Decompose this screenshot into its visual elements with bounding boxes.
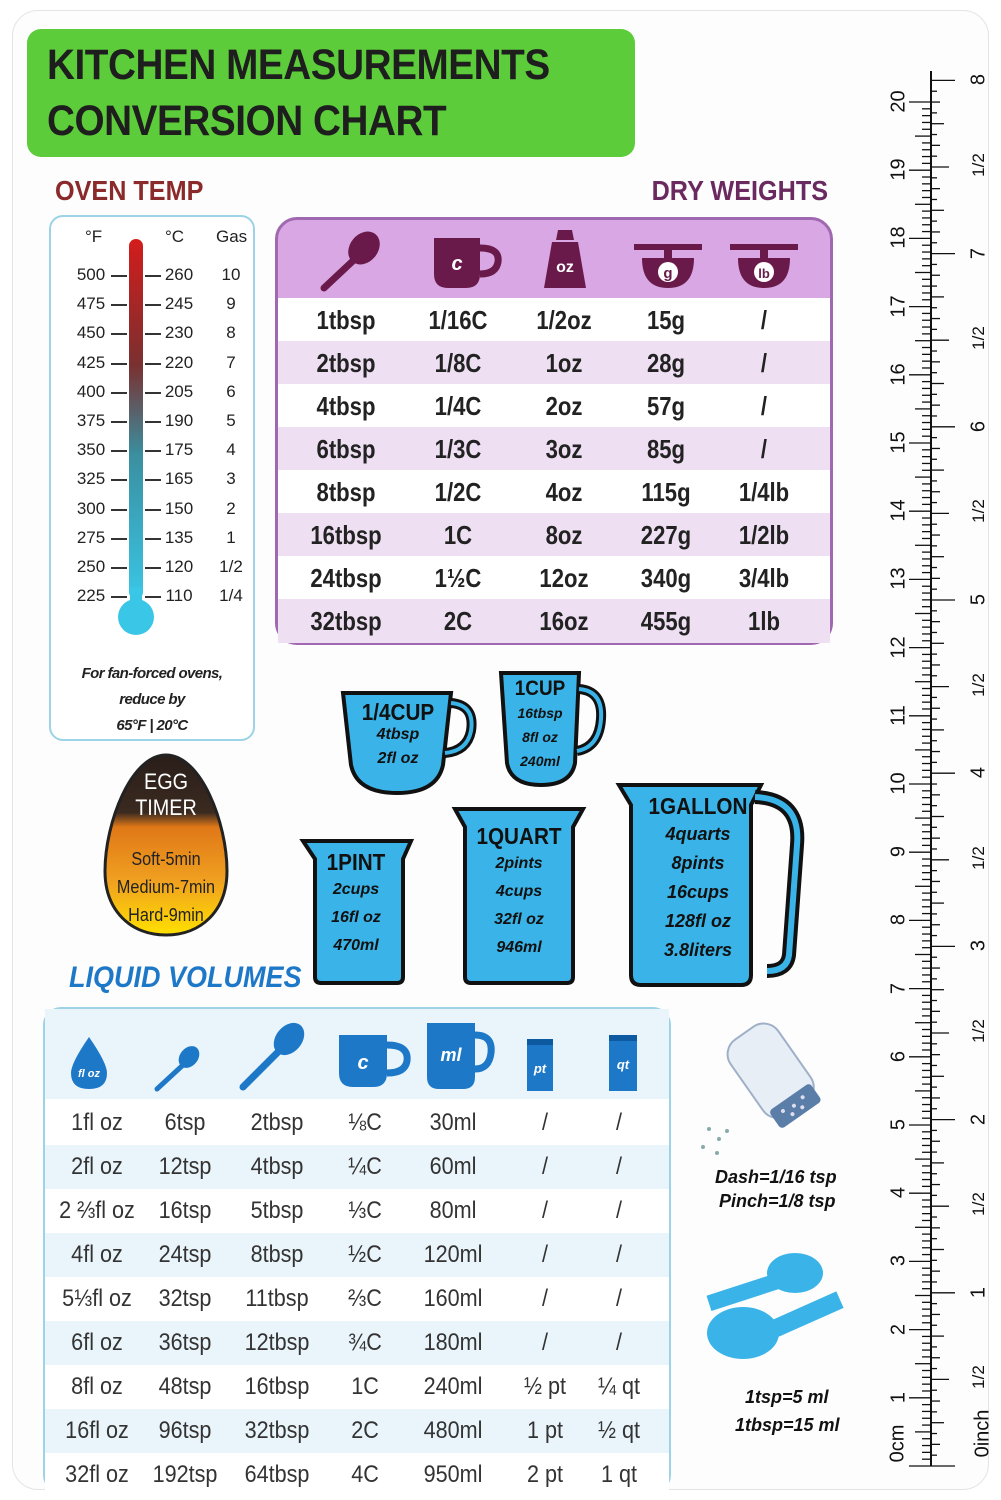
- fahrenheit-header: °F: [85, 227, 103, 246]
- celsius-value: 135: [164, 527, 194, 547]
- liquid-cell: 2 ⅔fl oz: [59, 1197, 135, 1224]
- oven-temp-heading: OVEN TEMP: [55, 175, 204, 206]
- ruler-cm-label: 17: [887, 294, 910, 318]
- thermo-tick-left: [111, 363, 127, 365]
- ruler-cm-label: 10: [887, 772, 910, 795]
- gallon-line-2: 8pints: [671, 853, 725, 873]
- gas-value: 3: [226, 469, 236, 489]
- liquid-cell: 48tsp: [158, 1373, 212, 1400]
- pint-cup-title: 1PINT: [326, 849, 386, 875]
- liquid-cell: 8tbsp: [250, 1241, 304, 1268]
- liquid-cell: /: [615, 1197, 622, 1224]
- ruler-inch-label: 4: [967, 767, 990, 779]
- dry-cell: 1/2lb: [738, 520, 790, 550]
- dry-cell: 16tbsp: [310, 520, 382, 550]
- milliliter-mug-icon: [423, 1019, 495, 1093]
- fahrenheit-value: 350: [76, 440, 106, 460]
- gas-value: 7: [226, 352, 236, 372]
- dry-cell: 1lb: [748, 606, 780, 636]
- thermo-tick-left: [111, 596, 127, 598]
- dry-cell: 1/4C: [434, 391, 482, 421]
- measuring-spoons-icon: [703, 1243, 843, 1373]
- gallon-line-5: 3.8liters: [663, 940, 733, 960]
- dry-cell: 1½C: [434, 563, 482, 593]
- liquid-row: [45, 1277, 669, 1321]
- title-line-2: CONVERSION CHART: [47, 97, 447, 145]
- fan-forced-note: [57, 661, 247, 739]
- liquid-row: [45, 1233, 669, 1277]
- thermo-tick-left: [111, 392, 127, 394]
- ruler-cm-label: 13: [887, 567, 910, 591]
- liquid-cell: 16tbsp: [244, 1373, 310, 1400]
- quarter-cup-line-2: 2fl oz: [377, 750, 419, 767]
- ruler-inch-label: 1/2: [969, 1192, 988, 1217]
- dry-cell: 15g: [646, 305, 686, 335]
- liquid-cell: ½ qt: [597, 1417, 641, 1444]
- thermo-tick-left: [111, 479, 127, 481]
- liquid-cell: 4C: [351, 1461, 379, 1488]
- quart-cup-title: 1QUART: [476, 823, 562, 849]
- egg-timer-title: [108, 769, 225, 821]
- fahrenheit-value: 375: [76, 411, 106, 430]
- gallon-line-4: 128fl oz: [664, 911, 732, 931]
- liquid-cell: 30ml: [429, 1109, 477, 1136]
- gas-value: 1: [226, 527, 236, 547]
- ruler-cm-label: 11: [887, 704, 910, 726]
- dry-row: [278, 427, 830, 471]
- liquid-row: [45, 1145, 669, 1189]
- liquid-cell: 950ml: [423, 1461, 483, 1488]
- liquid-cell: 2 pt: [526, 1461, 564, 1488]
- fahrenheit-value: 475: [76, 294, 106, 314]
- liquid-cell: 120ml: [423, 1241, 483, 1268]
- ruler-inch-label: 2: [967, 1113, 990, 1125]
- liquid-cell: ½ pt: [523, 1373, 567, 1400]
- quart-cup-line-4: 946ml: [496, 939, 542, 956]
- ruler-cm-label: 15: [887, 431, 910, 454]
- ruler-cm-label: 0cm: [886, 1424, 909, 1463]
- gas-value: 4: [226, 440, 236, 460]
- dry-weights-heading: DRY WEIGHTS: [651, 175, 828, 206]
- dry-cell: 2tbsp: [316, 348, 376, 378]
- liquid-cell: /: [615, 1285, 622, 1312]
- thermo-tick-left: [111, 450, 127, 452]
- dry-cell: 1/8C: [434, 348, 482, 378]
- dry-cell: 2oz: [545, 391, 583, 421]
- liquid-cell: 180ml: [423, 1329, 483, 1356]
- ruler-inch-label: 7: [967, 247, 990, 259]
- dash-note: Dash=1/16 tsp: [715, 1167, 837, 1187]
- celsius-value: 150: [164, 498, 194, 518]
- one-cup-label: [499, 677, 581, 773]
- ruler-cm-label: 5: [887, 1118, 910, 1131]
- tablespoon-icon: [316, 230, 386, 292]
- liquid-cell: 6tsp: [164, 1109, 206, 1136]
- dry-cell: 16oz: [539, 606, 589, 636]
- quarter-cup-label: [343, 699, 453, 768]
- ruler-inch-label: 1/2: [969, 845, 988, 870]
- fahrenheit-value: 225: [76, 586, 106, 606]
- tablespoon-icon: [235, 1019, 309, 1093]
- dry-cell: 1/3C: [434, 434, 482, 464]
- celsius-value: 175: [164, 440, 194, 460]
- teaspoon-note: 1tsp=5 ml: [745, 1387, 829, 1407]
- ruler-cm-label: 8: [887, 914, 910, 926]
- dry-cell: 3/4lb: [738, 563, 790, 593]
- salt-shaker-icon: [689, 1007, 833, 1167]
- dry-cell: /: [760, 434, 768, 464]
- liquid-cell: 16tsp: [158, 1197, 212, 1224]
- gallon-line-3: 16cups: [666, 882, 730, 902]
- gallon-jug-label: [633, 793, 763, 965]
- pint-carton-icon: [525, 1037, 555, 1093]
- ruler-cm-label: 4: [887, 1187, 910, 1199]
- liquid-cell: /: [615, 1241, 622, 1268]
- celsius-value: 110: [165, 586, 193, 606]
- gallon-title: 1GALLON: [648, 793, 748, 819]
- one-cup-line-1: 16tbsp: [517, 705, 563, 721]
- ruler-cm-label: 6: [887, 1050, 910, 1062]
- fan-note-line-1: For fan-forced ovens,: [81, 665, 223, 682]
- quart-cup-line-1: 2pints: [495, 855, 543, 872]
- celsius-value: 245: [164, 294, 194, 314]
- celsius-value: 190: [164, 411, 194, 430]
- pinch-note: Pinch=1/8 tsp: [719, 1191, 836, 1211]
- dry-row: [278, 513, 830, 557]
- ruler-inch-label: 3: [967, 940, 990, 952]
- fahrenheit-value: 300: [76, 498, 106, 518]
- liquid-row: [45, 1189, 669, 1233]
- thermo-tick-left: [111, 275, 127, 277]
- dry-cell: 455g: [640, 606, 692, 636]
- fl-oz-icon-label: fl oz: [78, 1068, 100, 1080]
- liquid-cell: 6fl oz: [71, 1329, 123, 1356]
- liquid-cell: 11tbsp: [245, 1285, 309, 1312]
- liquid-cell: 16fl oz: [65, 1417, 129, 1444]
- dry-cell: 57g: [646, 391, 686, 421]
- gas-value: 6: [226, 381, 236, 401]
- egg-timer-title-1: EGG: [143, 769, 189, 794]
- liquid-cup-icon-label: c: [357, 1052, 369, 1074]
- ruler-cm-label: 9: [887, 846, 910, 858]
- celsius-value: 205: [164, 381, 194, 401]
- liquid-cell: 32fl oz: [65, 1461, 129, 1488]
- dry-weights-table: [275, 217, 833, 645]
- quart-cup-line-2: 4cups: [495, 883, 543, 900]
- dry-row: [278, 298, 830, 342]
- dry-cell: 85g: [646, 434, 686, 464]
- quart-carton-icon: [607, 1033, 639, 1093]
- liquid-cell: 32tbsp: [244, 1417, 310, 1444]
- ruler-cm-label: 19: [887, 158, 910, 181]
- liquid-cell: ¾C: [348, 1329, 382, 1356]
- dry-cell: /: [760, 305, 768, 335]
- liquid-cell: /: [615, 1109, 622, 1136]
- liquid-cell: 160ml: [423, 1285, 483, 1312]
- dry-cell: 6tbsp: [316, 434, 376, 464]
- liquid-cell: 1 pt: [526, 1417, 564, 1444]
- ruler-inch-label: 1/2: [969, 153, 988, 177]
- gas-value: 1/2: [219, 557, 243, 576]
- thermo-tick-left: [111, 567, 127, 569]
- liquid-cell: ¼ qt: [597, 1373, 641, 1400]
- liquid-cell: 192tsp: [152, 1461, 218, 1488]
- ml-icon-label: ml: [440, 1045, 462, 1065]
- liquid-cell: 5⅓fl oz: [62, 1285, 132, 1312]
- celsius-value: 230: [164, 323, 194, 343]
- gallon-line-1: 4quarts: [665, 824, 731, 844]
- liquid-cell: 96tsp: [158, 1417, 212, 1444]
- liquid-volumes-heading: LIQUID VOLUMES: [69, 961, 302, 994]
- liquid-cell: /: [541, 1153, 548, 1180]
- gram-scale-icon: [632, 242, 704, 292]
- liquid-cell: /: [541, 1241, 548, 1268]
- liquid-cell: 2tbsp: [250, 1109, 304, 1136]
- fahrenheit-value: 500: [76, 265, 106, 284]
- fan-note-line-3: 65°F | 20°C: [116, 717, 188, 734]
- liquid-cell: 1C: [351, 1373, 379, 1400]
- gas-value: 5: [226, 411, 236, 430]
- egg-medium: Medium-7min: [116, 877, 216, 897]
- ruler-cm-label: 7: [887, 982, 910, 994]
- liquid-cell: 60ml: [429, 1153, 477, 1180]
- liquid-cell: 1fl oz: [71, 1109, 123, 1136]
- quarter-cup-title: 1/4CUP: [361, 699, 435, 725]
- ruler-inch-label: 1/2: [969, 672, 988, 697]
- dry-cell: 1oz: [545, 348, 583, 378]
- dry-cell: 1tbsp: [316, 305, 376, 335]
- liquid-cell: ⅓C: [348, 1197, 382, 1224]
- liquid-cell: /: [615, 1153, 622, 1180]
- dry-row: [278, 470, 830, 514]
- fahrenheit-value: 400: [76, 381, 106, 401]
- dry-row: [278, 341, 830, 385]
- dry-cell: 3oz: [545, 434, 583, 464]
- gas-value: 2: [226, 498, 236, 518]
- liquid-cell: 480ml: [423, 1417, 483, 1444]
- dry-cell: 8tbsp: [316, 477, 376, 507]
- liquid-cell: 80ml: [429, 1197, 477, 1224]
- dry-cell: 1/4lb: [738, 477, 790, 507]
- dry-cell: 1C: [443, 520, 473, 550]
- dry-icon-row: [278, 220, 830, 298]
- thermo-tick-left: [111, 538, 127, 540]
- celsius-value: 120: [164, 557, 194, 576]
- g-icon-label: g: [663, 265, 673, 282]
- dry-cell: 1/2C: [434, 477, 482, 507]
- tablespoon-note: 1tbsp=15 ml: [735, 1415, 840, 1435]
- dry-cell: 12oz: [539, 563, 589, 593]
- liquid-cell: /: [541, 1329, 548, 1356]
- ruler-inch-label: 1: [967, 1286, 990, 1298]
- thermo-tick-left: [111, 333, 127, 335]
- liquid-volumes-table: [43, 1007, 671, 1493]
- liquid-cell: 12tbsp: [244, 1329, 310, 1356]
- dry-cell: 32tbsp: [310, 606, 382, 636]
- ruler-inch-label: 1/2: [969, 326, 988, 351]
- liquid-cell: ⅛C: [348, 1109, 382, 1136]
- dry-cell: 28g: [646, 348, 686, 378]
- dry-cell: 115g: [641, 477, 691, 507]
- ruler-cm-label: 12: [887, 635, 910, 659]
- gas-value: 8: [226, 323, 236, 343]
- cup-icon-label: c: [451, 253, 463, 275]
- pint-cup-line-1: 2cups: [332, 881, 380, 898]
- ruler-cm-label: 14: [887, 499, 910, 522]
- ruler-inch-label: 1/2: [969, 499, 988, 524]
- ruler-inch-label: 8: [967, 74, 990, 86]
- oz-icon-label: oz: [556, 259, 574, 276]
- one-cup-line-3: 240ml: [520, 753, 560, 769]
- gas-value: 10: [221, 265, 241, 284]
- liquid-cell: 24tsp: [158, 1241, 212, 1268]
- cup-icon: [428, 234, 506, 292]
- dry-cell: 1/16C: [428, 305, 488, 335]
- liquid-row: [45, 1453, 669, 1497]
- cup-icon: [333, 1031, 415, 1091]
- thermo-tick-left: [111, 509, 127, 511]
- fahrenheit-value: 450: [76, 323, 106, 343]
- thermo-tick-left: [111, 304, 127, 306]
- dry-cell: /: [760, 391, 768, 421]
- ruler-inch-label: 1/2: [969, 1365, 988, 1390]
- liquid-cell: /: [615, 1329, 622, 1356]
- liquid-cell: 12tsp: [158, 1153, 212, 1180]
- oven-temp-panel: [49, 215, 255, 741]
- dry-cell: 24tbsp: [310, 563, 382, 593]
- ruler-inch-label: 6: [967, 420, 990, 432]
- chart-card: [12, 10, 994, 1490]
- liquid-cell: ⅔C: [348, 1285, 382, 1312]
- pint-cup-line-3: 470ml: [333, 937, 379, 954]
- ruler-inch-label: 1/2: [969, 1019, 988, 1043]
- ruler-cm-label: 1: [887, 1391, 910, 1403]
- celsius-header: °C: [165, 227, 185, 246]
- dry-cell: 1/2oz: [536, 305, 592, 335]
- liquid-cell: 240ml: [423, 1373, 483, 1400]
- fluid-ounce-drop-icon: [69, 1035, 109, 1091]
- liquid-cell: 5tbsp: [250, 1197, 304, 1224]
- dry-cell: /: [760, 348, 768, 378]
- fahrenheit-value: 325: [76, 469, 106, 489]
- ruler: [875, 71, 994, 1476]
- thermo-tick-left: [111, 421, 127, 423]
- dry-cell: 4tbsp: [316, 391, 376, 421]
- ruler-cm-label: 3: [887, 1255, 910, 1267]
- pt-icon-label: pt: [533, 1061, 547, 1076]
- liquid-cell: 1 qt: [600, 1461, 638, 1488]
- fahrenheit-value: 275: [76, 527, 106, 547]
- liquid-cell: 32tsp: [158, 1285, 212, 1312]
- one-cup-line-2: 8fl oz: [522, 729, 558, 745]
- one-cup-title: 1CUP: [514, 677, 566, 700]
- liquid-icon-row: [45, 1009, 669, 1099]
- liquid-cell: 64tbsp: [244, 1461, 310, 1488]
- ruler-inch-label: 5: [967, 593, 990, 606]
- pint-cup-label: [311, 849, 401, 960]
- liquid-cell: /: [541, 1197, 548, 1224]
- oz-bag-icon: [540, 226, 590, 292]
- liquid-cell: 2fl oz: [71, 1153, 123, 1180]
- title-banner: [27, 29, 635, 157]
- liquid-cell: 8fl oz: [71, 1373, 123, 1400]
- fan-note-line-2: reduce by: [119, 691, 185, 708]
- teaspoon-icon: [151, 1045, 203, 1093]
- liquid-row: [45, 1101, 669, 1145]
- egg-timer-title-2: TIMER: [135, 795, 197, 820]
- dry-row: [278, 556, 830, 600]
- lb-icon-label: lb: [758, 266, 770, 281]
- dry-row: [278, 384, 830, 428]
- liquid-cell: ¼C: [348, 1153, 382, 1180]
- celsius-value: 260: [164, 265, 194, 284]
- ruler-cm-label: 2: [887, 1323, 910, 1335]
- dry-row: [278, 599, 830, 643]
- liquid-row: [45, 1365, 669, 1409]
- dry-cell: 4oz: [545, 477, 583, 507]
- liquid-cell: 36tsp: [158, 1329, 212, 1356]
- gas-header: Gas: [216, 227, 248, 246]
- quart-cup-label: [463, 823, 575, 962]
- gas-value: 1/4: [219, 586, 243, 606]
- egg-soft: Soft-5min: [131, 849, 201, 869]
- dry-cell: 8oz: [545, 520, 583, 550]
- dry-cell: 227g: [640, 520, 692, 550]
- ruler-inch-label: 0inch: [971, 1409, 994, 1458]
- quart-cup-line-3: 32fl oz: [494, 911, 544, 928]
- gas-value: 9: [226, 294, 236, 314]
- fahrenheit-value: 425: [76, 352, 106, 372]
- title-line-1: KITCHEN MEASUREMENTS: [47, 41, 550, 89]
- pint-cup-line-2: 16fl oz: [331, 909, 381, 926]
- qt-icon-label: qt: [616, 1057, 630, 1072]
- liquid-cell: ½C: [348, 1241, 382, 1268]
- dry-cell: 2C: [443, 606, 473, 636]
- egg-hard: Hard-9min: [128, 905, 204, 925]
- liquid-cell: 4fl oz: [71, 1241, 123, 1268]
- liquid-cell: 2C: [351, 1417, 379, 1444]
- celsius-value: 165: [164, 469, 194, 489]
- quarter-cup-line-1: 4tbsp: [376, 726, 420, 743]
- dry-cell: 340g: [640, 563, 692, 593]
- ruler-cm-label: 20: [887, 90, 910, 113]
- egg-times: [104, 845, 228, 929]
- liquid-cell: /: [541, 1285, 548, 1312]
- liquid-cell: 4tbsp: [250, 1153, 304, 1180]
- liquid-cell: /: [541, 1109, 548, 1136]
- ruler-cm-label: 18: [887, 226, 910, 250]
- ruler-cm-label: 16: [887, 363, 910, 386]
- liquid-row: [45, 1321, 669, 1365]
- celsius-value: 220: [164, 352, 194, 372]
- fahrenheit-value: 250: [76, 557, 106, 576]
- pound-scale-icon: [728, 242, 800, 292]
- liquid-row: [45, 1409, 669, 1453]
